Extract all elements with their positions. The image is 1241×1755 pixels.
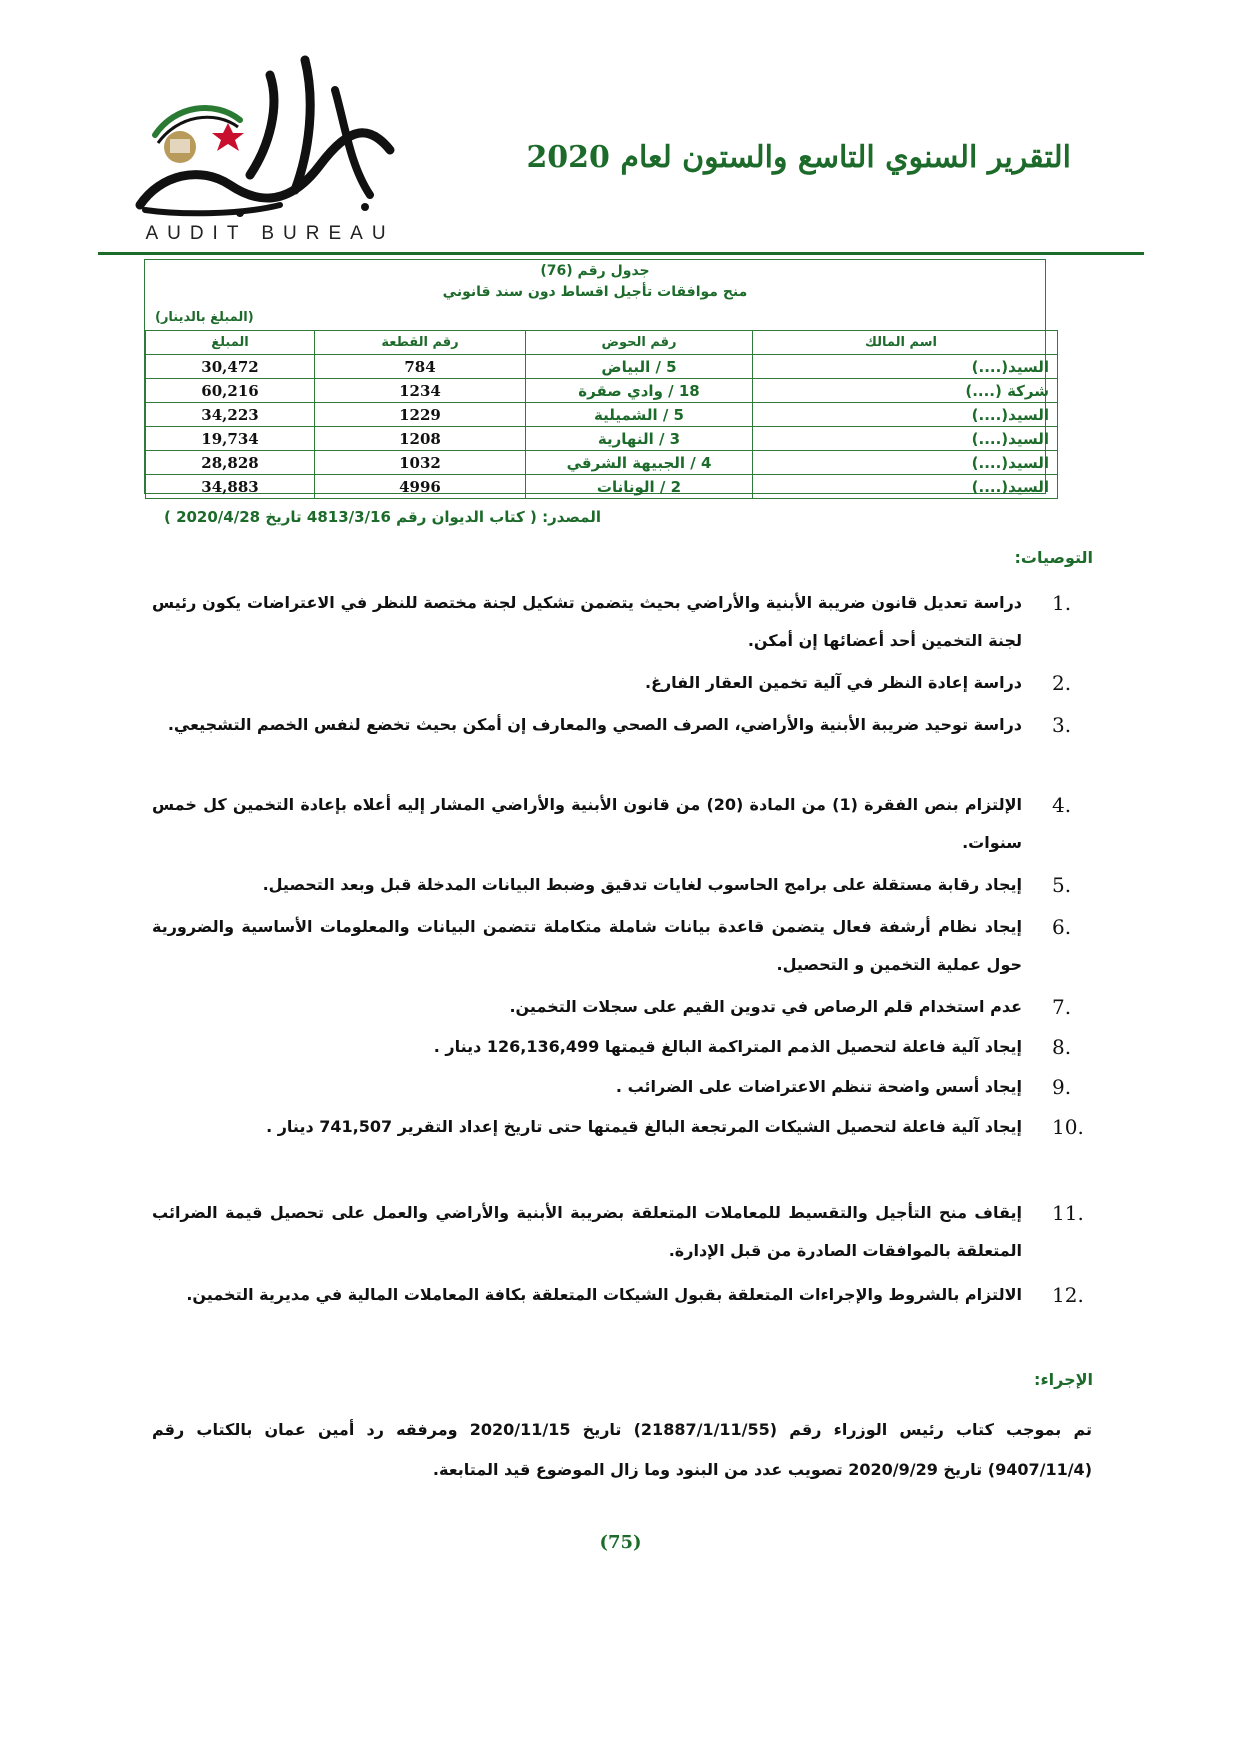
cell-basin: 2 / الونانات <box>526 475 753 499</box>
installments-table <box>144 259 1049 496</box>
cell-owner: السيد(....) <box>753 403 1058 427</box>
table-row <box>146 451 1058 475</box>
item-number: 9. <box>1052 1075 1072 1099</box>
recommendation-item <box>152 1068 1092 1106</box>
report-title: التقرير السنوي التاسع والستون لعام 2020 <box>526 140 1071 175</box>
cell-plot: 1234 <box>315 379 526 403</box>
cell-plot: 1229 <box>315 403 526 427</box>
item-number: 3. <box>1052 713 1072 737</box>
recommendation-item <box>152 706 1092 744</box>
item-number: 6. <box>1052 915 1072 939</box>
recommendation-item <box>152 866 1092 904</box>
recommendation-item <box>152 1194 1092 1270</box>
recommendation-item <box>152 1028 1092 1066</box>
audit-bureau-logo <box>120 55 420 255</box>
item-text: دراسة تعديل قانون ضريبة الأبنية والأراضي بحيث يتضمن تشكيل لجنة مختصة للنظر في الاعتراضات يكون رئيس لجنة التخمين أحد أعضائها إن أمكن. <box>152 593 1022 650</box>
cell-amount: 60,216 <box>146 379 315 403</box>
cell-plot: 784 <box>315 355 526 379</box>
item-text: دراسة إعادة النظر في آلية تخمين العقار الفارغ. <box>644 673 1022 692</box>
table-source: المصدر: ( كتاب الديوان رقم 4813/3/16 تاريخ 2020/4/28 ) <box>163 508 601 526</box>
item-number: 1. <box>1052 591 1072 615</box>
logo-emblem-icon <box>120 55 420 225</box>
item-text: إيجاد آلية فاعلة لتحصيل الشيكات المرتجعة البالغ قيمتها حتى تاريخ إعداد التقرير 741,507 دينار . <box>266 1117 1022 1136</box>
cell-owner: السيد(....) <box>753 355 1058 379</box>
cell-owner: السيد(....) <box>753 451 1058 475</box>
item-number: 11. <box>1052 1201 1084 1225</box>
item-number: 5. <box>1052 873 1072 897</box>
cell-basin: 3 / النهارية <box>526 427 753 451</box>
item-text: إيجاد رقابة مستقلة على برامج الحاسوب لغايات تدقيق وضبط البيانات المدخلة قبل وبعد التحصيل. <box>262 875 1022 894</box>
table-row <box>146 379 1058 403</box>
recommendation-item <box>152 664 1092 702</box>
table-header-row <box>146 331 1058 355</box>
item-text: الإلتزام بنص الفقرة (1) من المادة (20) من قانون الأبنية والأراضي المشار إليه أعلاه بإعادة التخمين كل خمس سنوات. <box>152 795 1022 852</box>
cell-basin: 5 / البياض <box>526 355 753 379</box>
item-number: 12. <box>1052 1283 1084 1307</box>
col-amount: المبلغ <box>146 331 315 355</box>
item-text: إيجاد أسس واضحة تنظم الاعتراضات على الضرائب . <box>615 1077 1022 1096</box>
cell-amount: 34,883 <box>146 475 315 499</box>
item-number: 7. <box>1052 995 1072 1019</box>
table-number: جدول رقم (76) <box>540 263 650 279</box>
cell-basin: 18 / وادي صقرة <box>526 379 753 403</box>
table-unit: (المبلغ بالدينار) <box>155 310 254 325</box>
table-row <box>146 403 1058 427</box>
cell-basin: 5 / الشميلية <box>526 403 753 427</box>
table-row <box>146 355 1058 379</box>
logo-latin-text: AUDIT BUREAU <box>145 223 395 244</box>
table-row <box>146 475 1058 499</box>
cell-amount: 19,734 <box>146 427 315 451</box>
table-title: منح موافقات تأجيل اقساط دون سند قانوني <box>442 284 748 300</box>
cell-owner: السيد(....) <box>753 427 1058 451</box>
recommendation-item <box>152 786 1092 862</box>
recommendation-item <box>152 584 1092 660</box>
item-text: إيقاف منح التأجيل والتقسيط للمعاملات المتعلقة بضريبة الأبنية والأراضي والعمل على تحصيل قيمة الضرائب المتعلقة بالموافقات الصادرة من قبل الإدارة. <box>152 1203 1022 1260</box>
item-text: إيجاد نظام أرشفة فعال يتضمن قاعدة بيانات شاملة متكاملة تتضمن البيانات والمعلومات الأساسية والضرورية حول عملية التخمين و التحصيل. <box>152 917 1022 974</box>
action-text: تم بموجب كتاب رئيس الوزراء رقم (21887/1/11/55) تاريخ 2020/11/15 ومرفقه رد أمين عمان بالكتاب رقم (9407/11/4) تاريخ 2020/9/29 تصويب عدد من البنود وما زال الموضوع قيد المتابعة. <box>152 1420 1093 1479</box>
header-divider <box>98 252 1144 255</box>
data-grid <box>145 330 1058 499</box>
item-number: 10. <box>1052 1115 1084 1139</box>
recommendation-item <box>152 1276 1092 1314</box>
item-text: دراسة توحيد ضريبة الأبنية والأراضي، الصرف الصحي والمعارف إن أمكن بحيث تخضع لنفس الخصم التشجيعي. <box>167 715 1022 734</box>
cell-basin: 4 / الجبيهة الشرقي <box>526 451 753 475</box>
item-number: 4. <box>1052 793 1072 817</box>
page-number: (75) <box>599 1532 642 1553</box>
cell-amount: 34,223 <box>146 403 315 427</box>
item-text: عدم استخدام قلم الرصاص في تدوين القيم على سجلات التخمين. <box>509 997 1022 1016</box>
table-row <box>146 427 1058 451</box>
recommendations-heading: التوصيات: <box>1014 548 1093 567</box>
item-number: 8. <box>1052 1035 1072 1059</box>
item-text: إيجاد آلية فاعلة لتحصيل الذمم المتراكمة البالغ قيمتها 126,136,499 دينار . <box>433 1037 1022 1056</box>
item-text: الالتزام بالشروط والإجراءات المتعلقة بقبول الشيكات المتعلقة بكافة المعاملات المالية في مديرية التخمين. <box>186 1285 1022 1304</box>
cell-plot: 4996 <box>315 475 526 499</box>
page-header <box>0 0 1241 262</box>
col-plot: رقم القطعة <box>315 331 526 355</box>
cell-amount: 30,472 <box>146 355 315 379</box>
col-basin: رقم الحوض <box>526 331 753 355</box>
cell-owner: السيد(....) <box>753 475 1058 499</box>
recommendation-item <box>152 908 1092 984</box>
recommendation-item <box>152 988 1092 1026</box>
recommendation-item <box>152 1108 1092 1146</box>
col-owner: اسم المالك <box>753 331 1058 355</box>
cell-plot: 1208 <box>315 427 526 451</box>
item-number: 2. <box>1052 671 1072 695</box>
action-heading: الإجراء: <box>1034 1370 1093 1389</box>
cell-plot: 1032 <box>315 451 526 475</box>
cell-owner: شركة (....) <box>753 379 1058 403</box>
cell-amount: 28,828 <box>146 451 315 475</box>
